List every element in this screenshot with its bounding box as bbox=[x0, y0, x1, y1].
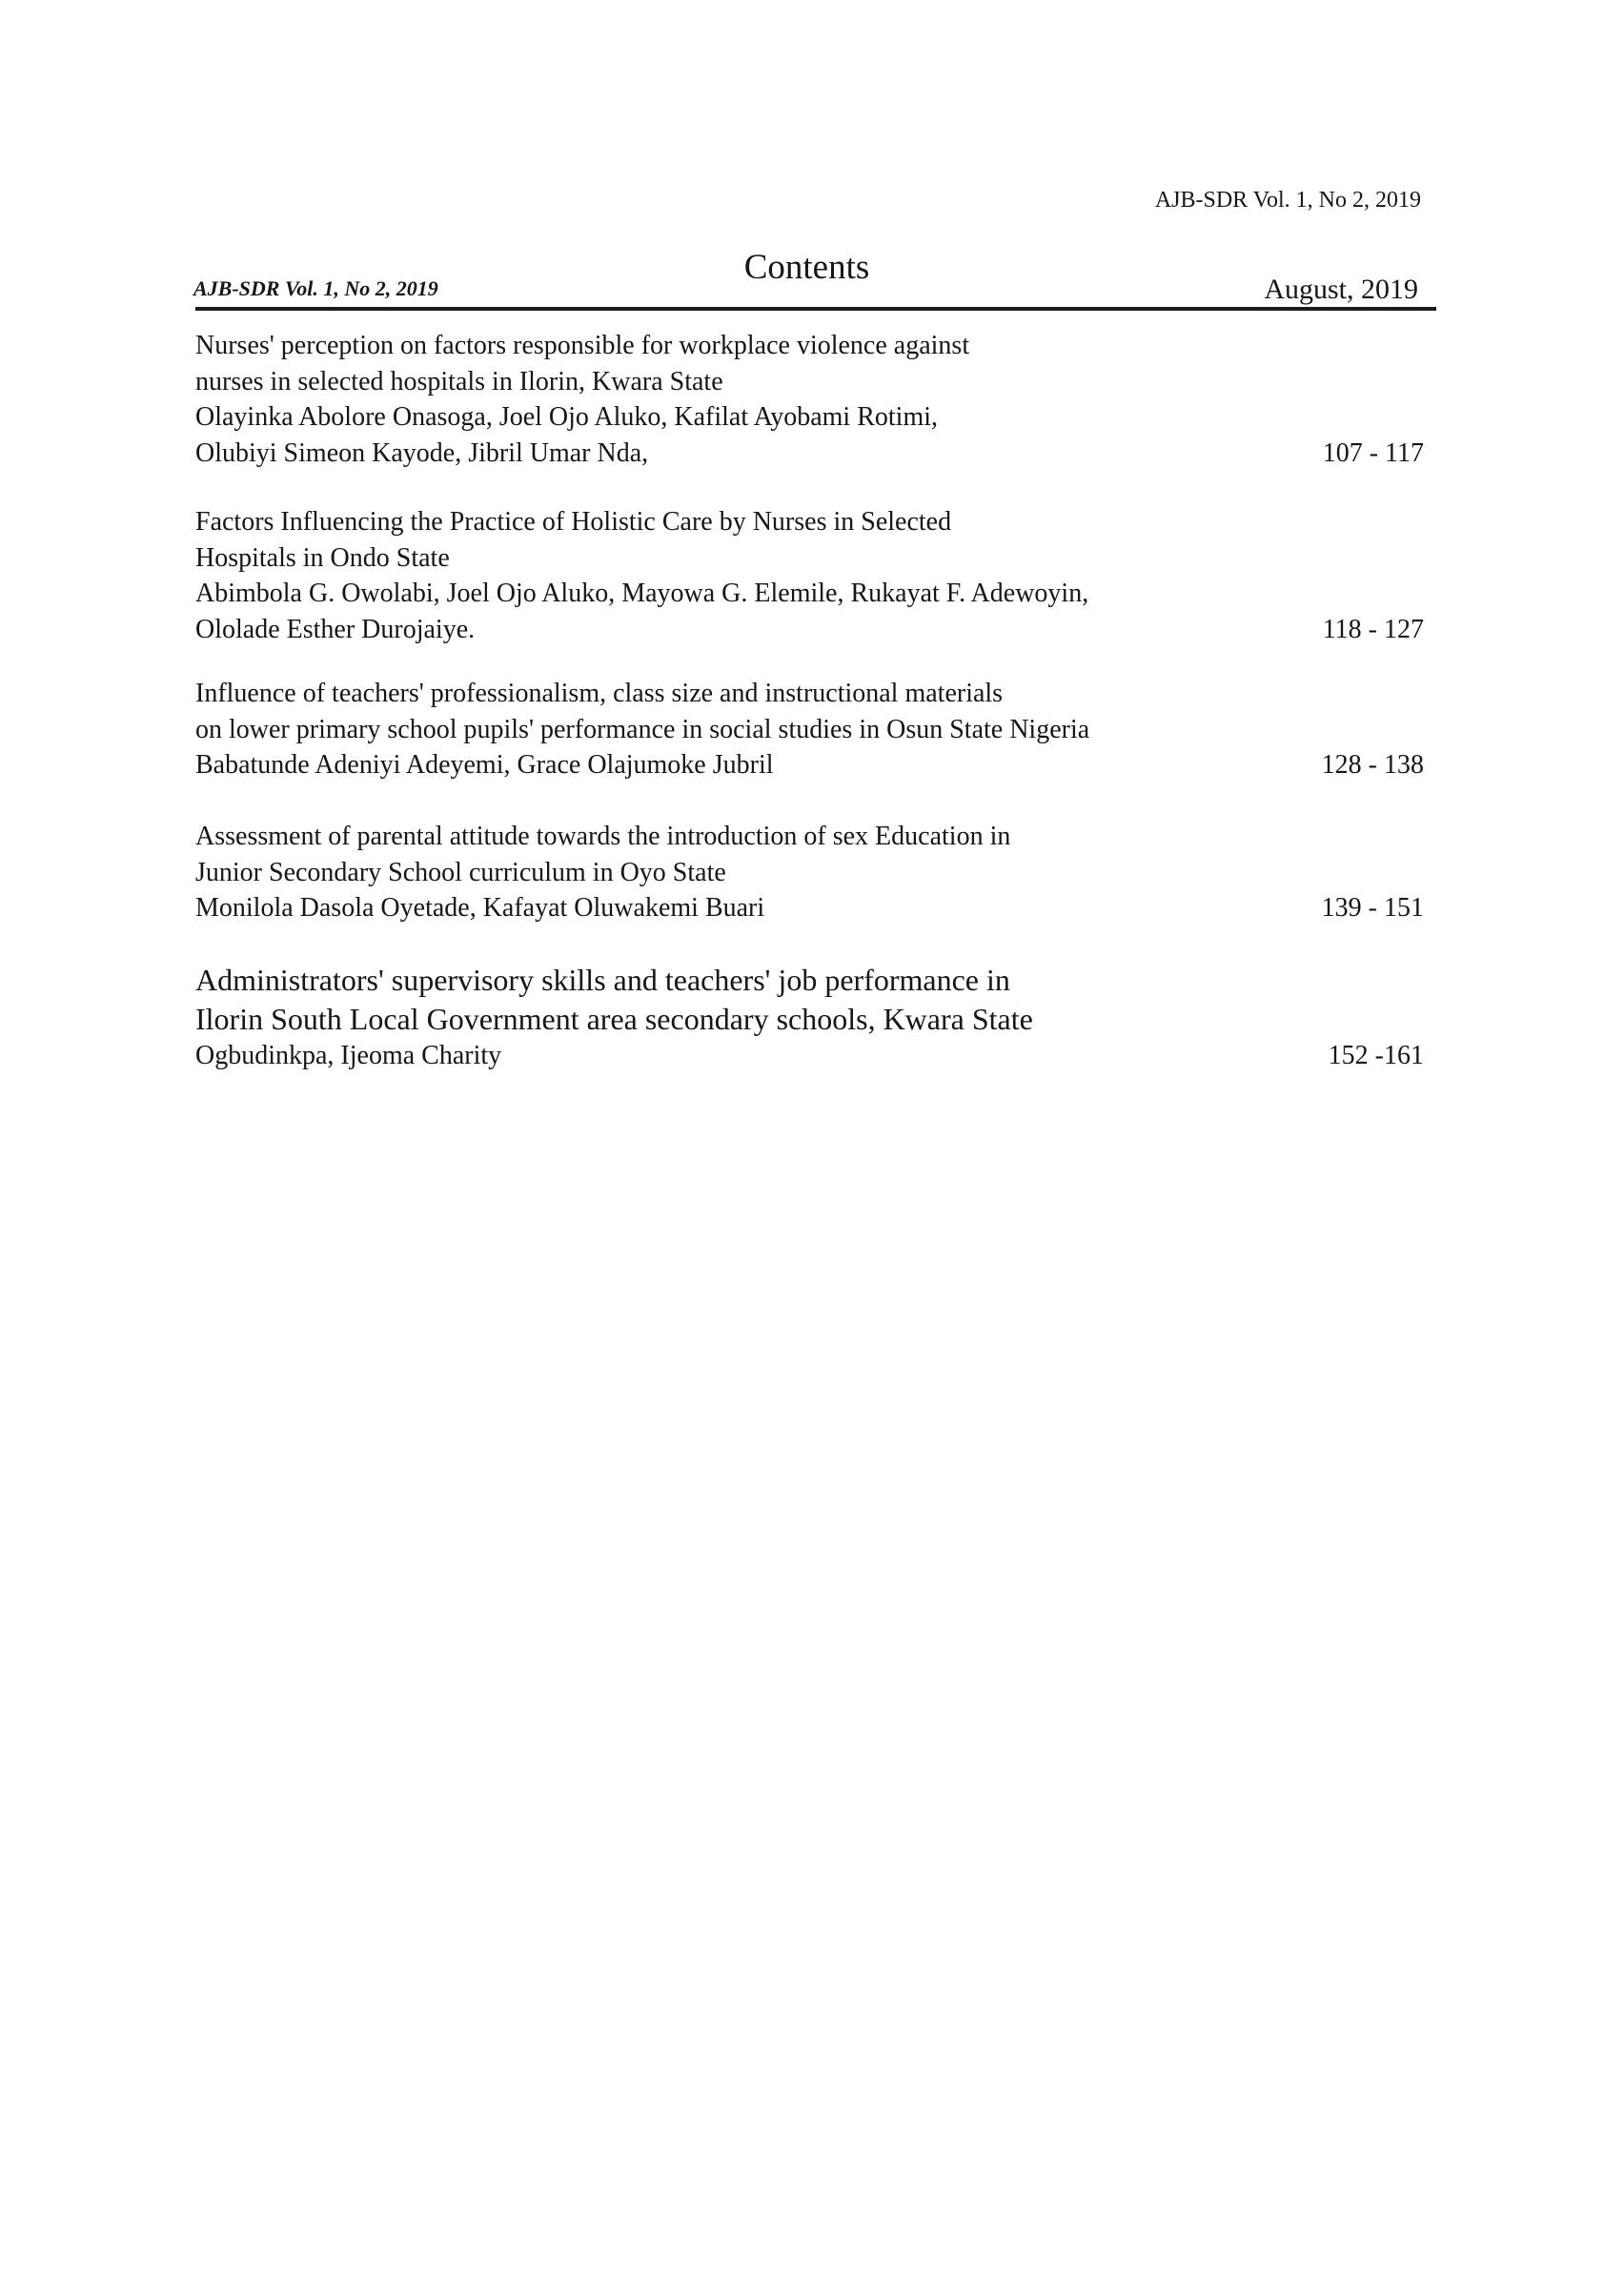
article-page-range: 118 - 127 bbox=[1322, 614, 1424, 644]
issue-date: August, 2019 bbox=[1264, 274, 1418, 305]
article-title-line: Influence of teachers' professionalism, class size and instructional materials bbox=[195, 679, 1004, 708]
article-authors-text: Ololade Esther Durojaiye. bbox=[195, 614, 476, 644]
toc-entry bbox=[195, 504, 1424, 647]
article-authors-text: Monilola Dasola Oyetade, Kafayat Oluwakemi Buari bbox=[195, 893, 765, 923]
article-page-range: 152 -161 bbox=[1328, 1041, 1424, 1070]
article-authors-text: Ogbudinkpa, Ijeoma Charity bbox=[195, 1041, 502, 1070]
article-authors-line bbox=[195, 612, 1424, 648]
journal-volume-label: AJB-SDR Vol. 1, No 2, 2019 bbox=[193, 276, 438, 300]
article-authors-text: Babatunde Adeniyi Adeyemi, Grace Olajumoke Jubril bbox=[195, 750, 774, 780]
article-title-line: Ilorin South Local Government area secondary schools, Kwara State bbox=[195, 1001, 1033, 1036]
running-header: AJB-SDR Vol. 1, No 2, 2019 bbox=[1154, 188, 1421, 213]
article-authors-line bbox=[195, 747, 1424, 783]
article-title-line: Assessment of parental attitude towards the introduction of sex Education in bbox=[195, 822, 1011, 851]
article-page-range: 107 - 117 bbox=[1322, 437, 1424, 468]
article-title-line: Junior Secondary School curriculum in Oyo State bbox=[195, 857, 726, 887]
toc-entry bbox=[195, 819, 1424, 926]
article-authors-line: Olayinka Abolore Onasoga, Joel Ojo Aluko, Kafilat Ayobami Rotimi, bbox=[195, 402, 938, 432]
toc-entry bbox=[195, 328, 1424, 471]
page-title: Contents bbox=[743, 248, 870, 287]
article-authors-line bbox=[195, 436, 1424, 472]
article-title-line: Hospitals in Ondo State bbox=[195, 542, 450, 573]
article-title-line: Administrators' supervisory skills and teachers' job performance in bbox=[195, 963, 1010, 997]
toc-entry bbox=[195, 961, 1424, 1074]
article-title-line: nurses in selected hospitals in Ilorin, Kwara State bbox=[195, 366, 723, 396]
article-authors-line bbox=[195, 1038, 1424, 1074]
article-authors-text: Olubiyi Simeon Kayode, Jibril Umar Nda, bbox=[195, 437, 649, 468]
toc-entry bbox=[195, 676, 1424, 783]
article-page-range: 128 - 138 bbox=[1321, 750, 1424, 780]
article-page-range: 139 - 151 bbox=[1321, 893, 1424, 923]
article-title-line: Nurses' perception on factors responsible for workplace violence against bbox=[195, 331, 970, 360]
article-title-line: on lower primary school pupils' performance in social studies in Osun State Nigeria bbox=[195, 714, 1090, 744]
header-divider bbox=[195, 307, 1436, 311]
article-authors-line bbox=[195, 890, 1424, 926]
article-title-line: Factors Influencing the Practice of Holistic Care by Nurses in Selected bbox=[195, 507, 952, 537]
article-authors-line: Abimbola G. Owolabi, Joel Ojo Aluko, Mayowa G. Elemile, Rukayat F. Adewoyin, bbox=[195, 579, 1089, 608]
